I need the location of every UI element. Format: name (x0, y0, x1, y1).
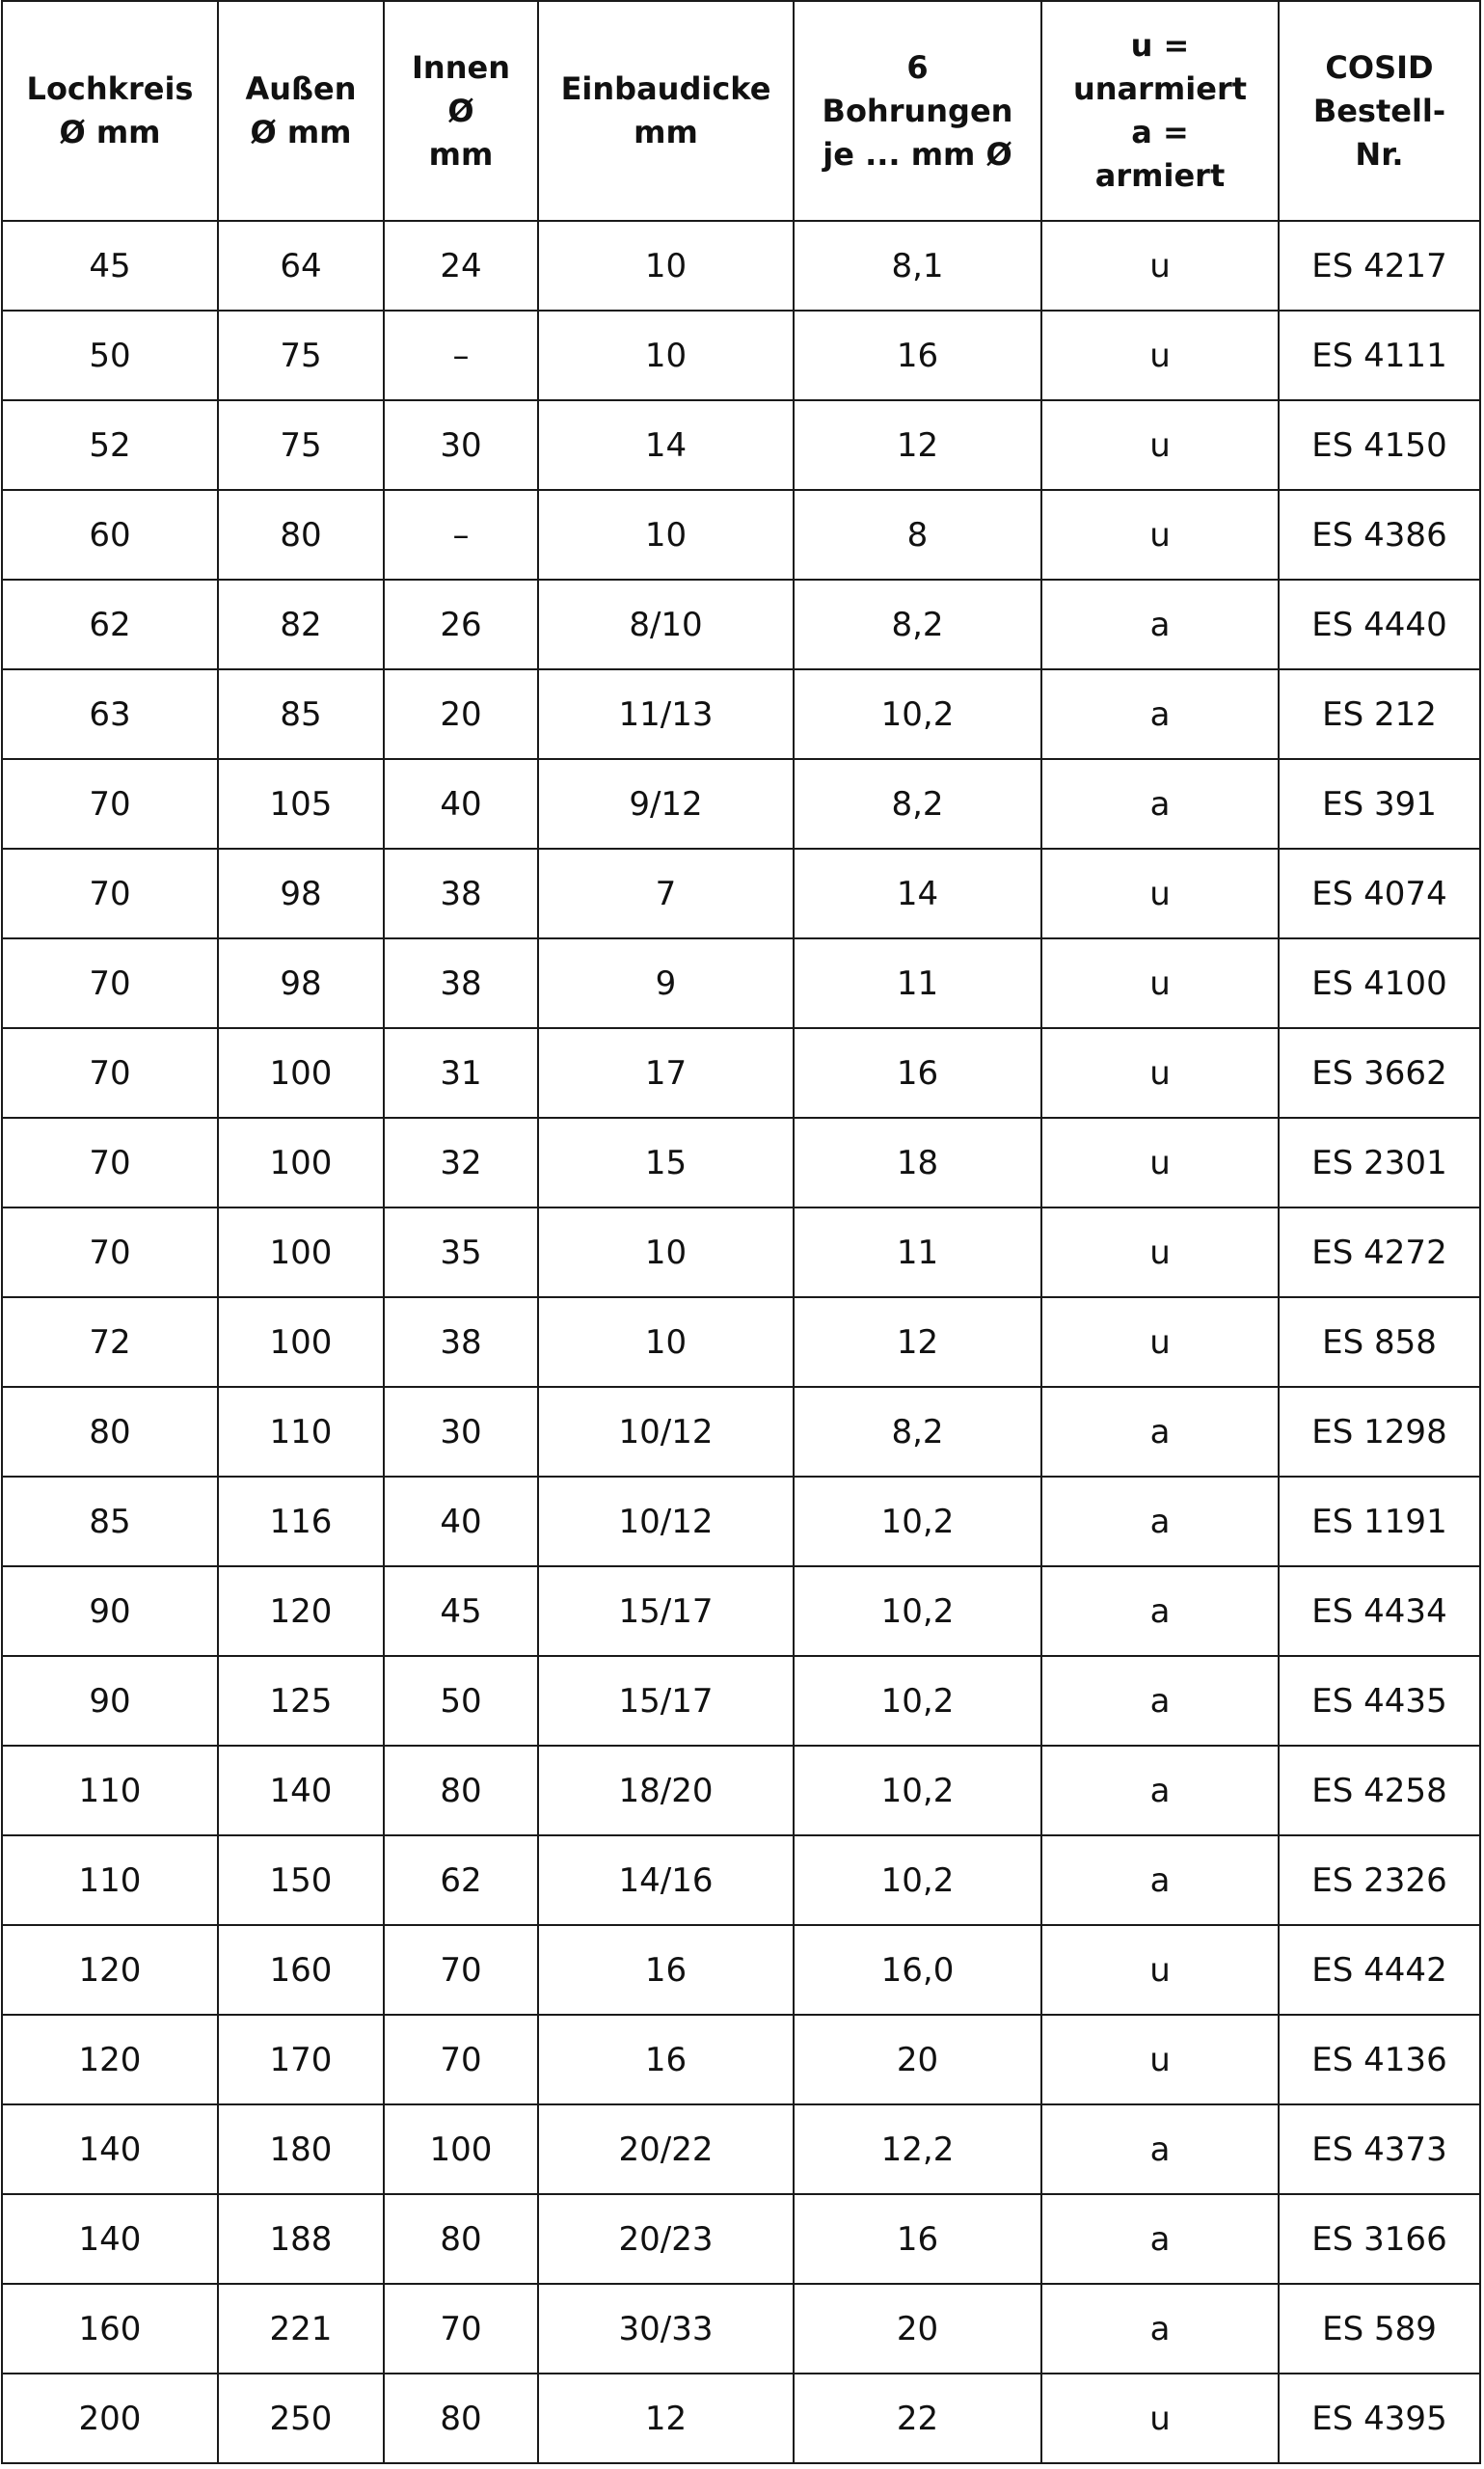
cell-einbaudicke: 16 (538, 1925, 794, 2015)
cell-bohrungen: 10,2 (794, 1656, 1041, 1746)
cell-einbaudicke: 10 (538, 1207, 794, 1297)
cell-armierung: u (1041, 311, 1279, 400)
table-row (2, 580, 1480, 669)
cell-aussen: 116 (218, 1477, 384, 1566)
cell-aussen: 120 (218, 1566, 384, 1656)
cell-bohrungen: 20 (794, 2284, 1041, 2374)
cell-aussen: 160 (218, 1925, 384, 2015)
cell-bohrungen: 12,2 (794, 2104, 1041, 2194)
cell-aussen: 64 (218, 221, 384, 311)
cell-bestell-nr: ES 4395 (1279, 2374, 1480, 2463)
header-row (2, 1, 1480, 221)
cell-einbaudicke: 10 (538, 1297, 794, 1387)
cell-bohrungen: 18 (794, 1118, 1041, 1207)
cell-einbaudicke: 10 (538, 221, 794, 311)
cell-bestell-nr: ES 4373 (1279, 2104, 1480, 2194)
cell-aussen: 85 (218, 669, 384, 759)
cell-bohrungen: 16 (794, 2194, 1041, 2284)
cell-innen: 32 (384, 1118, 538, 1207)
cell-bestell-nr: ES 4434 (1279, 1566, 1480, 1656)
cell-bohrungen: 8,2 (794, 580, 1041, 669)
cell-innen: 38 (384, 938, 538, 1028)
header-line: Bohrungen (822, 92, 1013, 129)
cell-innen: 50 (384, 1656, 538, 1746)
cell-lochkreis: 90 (2, 1656, 218, 1746)
cell-aussen: 250 (218, 2374, 384, 2463)
cell-aussen: 82 (218, 580, 384, 669)
cell-innen: 20 (384, 669, 538, 759)
cell-innen: 70 (384, 1925, 538, 2015)
cell-aussen: 98 (218, 849, 384, 938)
cell-aussen: 80 (218, 490, 384, 580)
table-row (2, 2194, 1480, 2284)
cell-einbaudicke: 14 (538, 400, 794, 490)
cell-armierung: a (1041, 1387, 1279, 1477)
header-line: Bestell- (1312, 92, 1446, 129)
header-line: Ø mm (250, 114, 352, 150)
cell-armierung: a (1041, 1477, 1279, 1566)
cell-bestell-nr: ES 4136 (1279, 2015, 1480, 2104)
cell-aussen: 125 (218, 1656, 384, 1746)
cell-einbaudicke: 15/17 (538, 1566, 794, 1656)
header-line: Nr. (1355, 135, 1404, 173)
cell-armierung: u (1041, 490, 1279, 580)
header-einbaudicke (538, 1, 794, 221)
cell-lochkreis: 70 (2, 1118, 218, 1207)
header-line: Einbaudicke (560, 70, 771, 107)
table-row (2, 311, 1480, 400)
cell-bestell-nr: ES 4440 (1279, 580, 1480, 669)
cell-lochkreis: 70 (2, 759, 218, 849)
cell-innen: 31 (384, 1028, 538, 1118)
cell-aussen: 140 (218, 1746, 384, 1835)
cell-bestell-nr: ES 4150 (1279, 400, 1480, 490)
cell-innen: 70 (384, 2015, 538, 2104)
table-row (2, 1387, 1480, 1477)
header-line: u = (1130, 27, 1190, 64)
cell-armierung: u (1041, 1028, 1279, 1118)
cell-aussen: 100 (218, 1118, 384, 1207)
cell-armierung: u (1041, 1118, 1279, 1207)
header-line: Ø mm (59, 114, 161, 150)
cell-armierung: a (1041, 1656, 1279, 1746)
cell-bestell-nr: ES 212 (1279, 669, 1480, 759)
cell-armierung: u (1041, 849, 1279, 938)
cell-bestell-nr: ES 4442 (1279, 1925, 1480, 2015)
cell-einbaudicke: 18/20 (538, 1746, 794, 1835)
table-row (2, 1118, 1480, 1207)
header-armierung (1041, 1, 1279, 221)
cell-innen: 62 (384, 1835, 538, 1925)
cell-innen: 30 (384, 1387, 538, 1477)
cell-bestell-nr: ES 3662 (1279, 1028, 1480, 1118)
cell-bohrungen: 10,2 (794, 1477, 1041, 1566)
cell-innen: 38 (384, 1297, 538, 1387)
cell-bohrungen: 8,2 (794, 1387, 1041, 1477)
table-row (2, 2284, 1480, 2374)
header-line: mm (428, 135, 494, 173)
cell-aussen: 100 (218, 1297, 384, 1387)
spec-table (1, 0, 1481, 2464)
table-row (2, 1656, 1480, 1746)
cell-einbaudicke: 15/17 (538, 1656, 794, 1746)
cell-bestell-nr: ES 2301 (1279, 1118, 1480, 1207)
cell-bestell-nr: ES 1298 (1279, 1387, 1480, 1477)
table-row (2, 1566, 1480, 1656)
cell-bohrungen: 20 (794, 2015, 1041, 2104)
cell-bohrungen: 11 (794, 938, 1041, 1028)
table-row (2, 2374, 1480, 2463)
cell-aussen: 75 (218, 400, 384, 490)
cell-innen: 45 (384, 1566, 538, 1656)
cell-lochkreis: 110 (2, 1746, 218, 1835)
cell-einbaudicke: 9 (538, 938, 794, 1028)
cell-innen: 35 (384, 1207, 538, 1297)
cell-bohrungen: 16 (794, 311, 1041, 400)
cell-bohrungen: 11 (794, 1207, 1041, 1297)
header-innen (384, 1, 538, 221)
cell-armierung: a (1041, 580, 1279, 669)
table-container (1, 0, 1481, 2464)
cell-lochkreis: 90 (2, 1566, 218, 1656)
cell-armierung: a (1041, 1746, 1279, 1835)
cell-bohrungen: 10,2 (794, 669, 1041, 759)
header-line: Lochkreis (26, 70, 194, 107)
cell-einbaudicke: 15 (538, 1118, 794, 1207)
cell-lochkreis: 72 (2, 1297, 218, 1387)
cell-lochkreis: 50 (2, 311, 218, 400)
cell-einbaudicke: 16 (538, 2015, 794, 2104)
cell-bestell-nr: ES 4386 (1279, 490, 1480, 580)
cell-bohrungen: 8 (794, 490, 1041, 580)
cell-lochkreis: 140 (2, 2194, 218, 2284)
table-row (2, 2015, 1480, 2104)
cell-aussen: 180 (218, 2104, 384, 2194)
table-row (2, 1207, 1480, 1297)
cell-lochkreis: 85 (2, 1477, 218, 1566)
table-row (2, 1028, 1480, 1118)
header-line: unarmiert (1072, 70, 1248, 107)
cell-lochkreis: 120 (2, 2015, 218, 2104)
header-line: je ... mm Ø (823, 135, 1012, 173)
header-lochkreis (2, 1, 218, 221)
cell-innen: 80 (384, 1746, 538, 1835)
cell-bohrungen: 12 (794, 400, 1041, 490)
cell-bestell-nr: ES 589 (1279, 2284, 1480, 2374)
cell-lochkreis: 60 (2, 490, 218, 580)
cell-aussen: 110 (218, 1387, 384, 1477)
cell-lochkreis: 80 (2, 1387, 218, 1477)
cell-lochkreis: 70 (2, 1207, 218, 1297)
cell-armierung: a (1041, 759, 1279, 849)
cell-bestell-nr: ES 1191 (1279, 1477, 1480, 1566)
header-line: Außen (245, 70, 357, 107)
cell-bohrungen: 16,0 (794, 1925, 1041, 2015)
table-row (2, 669, 1480, 759)
cell-armierung: a (1041, 2284, 1279, 2374)
table-row (2, 849, 1480, 938)
cell-bestell-nr: ES 4111 (1279, 311, 1480, 400)
table-row (2, 759, 1480, 849)
cell-einbaudicke: 10/12 (538, 1477, 794, 1566)
cell-armierung: u (1041, 1925, 1279, 2015)
cell-lochkreis: 140 (2, 2104, 218, 2194)
table-row (2, 221, 1480, 311)
cell-armierung: a (1041, 2104, 1279, 2194)
header-bestell-nr (1279, 1, 1480, 221)
cell-armierung: u (1041, 1297, 1279, 1387)
cell-einbaudicke: 20/22 (538, 2104, 794, 2194)
cell-armierung: u (1041, 2015, 1279, 2104)
cell-armierung: a (1041, 1566, 1279, 1656)
cell-lochkreis: 160 (2, 2284, 218, 2374)
header-line: COSID (1325, 48, 1434, 86)
cell-einbaudicke: 9/12 (538, 759, 794, 849)
cell-einbaudicke: 12 (538, 2374, 794, 2463)
cell-einbaudicke: 30/33 (538, 2284, 794, 2374)
cell-bohrungen: 10,2 (794, 1835, 1041, 1925)
cell-einbaudicke: 10/12 (538, 1387, 794, 1477)
header-line: 6 (906, 48, 929, 86)
cell-innen: 80 (384, 2194, 538, 2284)
cell-armierung: a (1041, 2194, 1279, 2284)
cell-bohrungen: 8,2 (794, 759, 1041, 849)
cell-aussen: 221 (218, 2284, 384, 2374)
cell-armierung: u (1041, 938, 1279, 1028)
cell-armierung: a (1041, 1835, 1279, 1925)
header-line: mm (634, 114, 698, 150)
cell-armierung: u (1041, 400, 1279, 490)
table-row (2, 938, 1480, 1028)
cell-armierung: u (1041, 1207, 1279, 1297)
cell-lochkreis: 70 (2, 849, 218, 938)
cell-lochkreis: 110 (2, 1835, 218, 1925)
cell-bohrungen: 8,1 (794, 221, 1041, 311)
cell-bohrungen: 12 (794, 1297, 1041, 1387)
cell-innen: – (384, 311, 538, 400)
cell-innen: 80 (384, 2374, 538, 2463)
cell-armierung: u (1041, 221, 1279, 311)
cell-bestell-nr: ES 4272 (1279, 1207, 1480, 1297)
cell-innen: 40 (384, 759, 538, 849)
cell-einbaudicke: 10 (538, 490, 794, 580)
header-bohrungen (794, 1, 1041, 221)
cell-bestell-nr: ES 858 (1279, 1297, 1480, 1387)
cell-einbaudicke: 11/13 (538, 669, 794, 759)
cell-aussen: 75 (218, 311, 384, 400)
cell-innen: 30 (384, 400, 538, 490)
cell-bestell-nr: ES 4074 (1279, 849, 1480, 938)
header-line: Innen (412, 48, 510, 86)
cell-bohrungen: 22 (794, 2374, 1041, 2463)
cell-aussen: 100 (218, 1207, 384, 1297)
table-row (2, 1746, 1480, 1835)
cell-bestell-nr: ES 4258 (1279, 1746, 1480, 1835)
cell-einbaudicke: 10 (538, 311, 794, 400)
cell-einbaudicke: 17 (538, 1028, 794, 1118)
cell-lochkreis: 63 (2, 669, 218, 759)
cell-bestell-nr: ES 4435 (1279, 1656, 1480, 1746)
cell-bestell-nr: ES 391 (1279, 759, 1480, 849)
cell-armierung: a (1041, 669, 1279, 759)
cell-innen: 70 (384, 2284, 538, 2374)
cell-aussen: 100 (218, 1028, 384, 1118)
cell-bestell-nr: ES 4100 (1279, 938, 1480, 1028)
cell-aussen: 188 (218, 2194, 384, 2284)
cell-bohrungen: 16 (794, 1028, 1041, 1118)
cell-aussen: 170 (218, 2015, 384, 2104)
cell-einbaudicke: 8/10 (538, 580, 794, 669)
cell-bestell-nr: ES 2326 (1279, 1835, 1480, 1925)
table-row (2, 2104, 1480, 2194)
table-row (2, 1297, 1480, 1387)
table-row (2, 400, 1480, 490)
cell-bestell-nr: ES 3166 (1279, 2194, 1480, 2284)
cell-bestell-nr: ES 4217 (1279, 221, 1480, 311)
cell-bohrungen: 10,2 (794, 1566, 1041, 1656)
cell-einbaudicke: 7 (538, 849, 794, 938)
cell-aussen: 98 (218, 938, 384, 1028)
cell-innen: 38 (384, 849, 538, 938)
header-line: Ø (447, 92, 474, 129)
cell-lochkreis: 52 (2, 400, 218, 490)
cell-lochkreis: 120 (2, 1925, 218, 2015)
cell-bohrungen: 14 (794, 849, 1041, 938)
cell-lochkreis: 45 (2, 221, 218, 311)
header-aussen (218, 1, 384, 221)
cell-bohrungen: 10,2 (794, 1746, 1041, 1835)
table-row (2, 490, 1480, 580)
cell-lochkreis: 70 (2, 1028, 218, 1118)
cell-innen: – (384, 490, 538, 580)
cell-innen: 24 (384, 221, 538, 311)
cell-armierung: u (1041, 2374, 1279, 2463)
cell-aussen: 150 (218, 1835, 384, 1925)
cell-innen: 40 (384, 1477, 538, 1566)
table-row (2, 1925, 1480, 2015)
header-line: armiert (1094, 157, 1226, 194)
cell-aussen: 105 (218, 759, 384, 849)
cell-lochkreis: 200 (2, 2374, 218, 2463)
header-line: a = (1131, 114, 1189, 150)
cell-lochkreis: 70 (2, 938, 218, 1028)
cell-einbaudicke: 20/23 (538, 2194, 794, 2284)
cell-einbaudicke: 14/16 (538, 1835, 794, 1925)
cell-innen: 26 (384, 580, 538, 669)
table-row (2, 1477, 1480, 1566)
cell-innen: 100 (384, 2104, 538, 2194)
table-row (2, 1835, 1480, 1925)
cell-lochkreis: 62 (2, 580, 218, 669)
table-body (2, 221, 1480, 2463)
